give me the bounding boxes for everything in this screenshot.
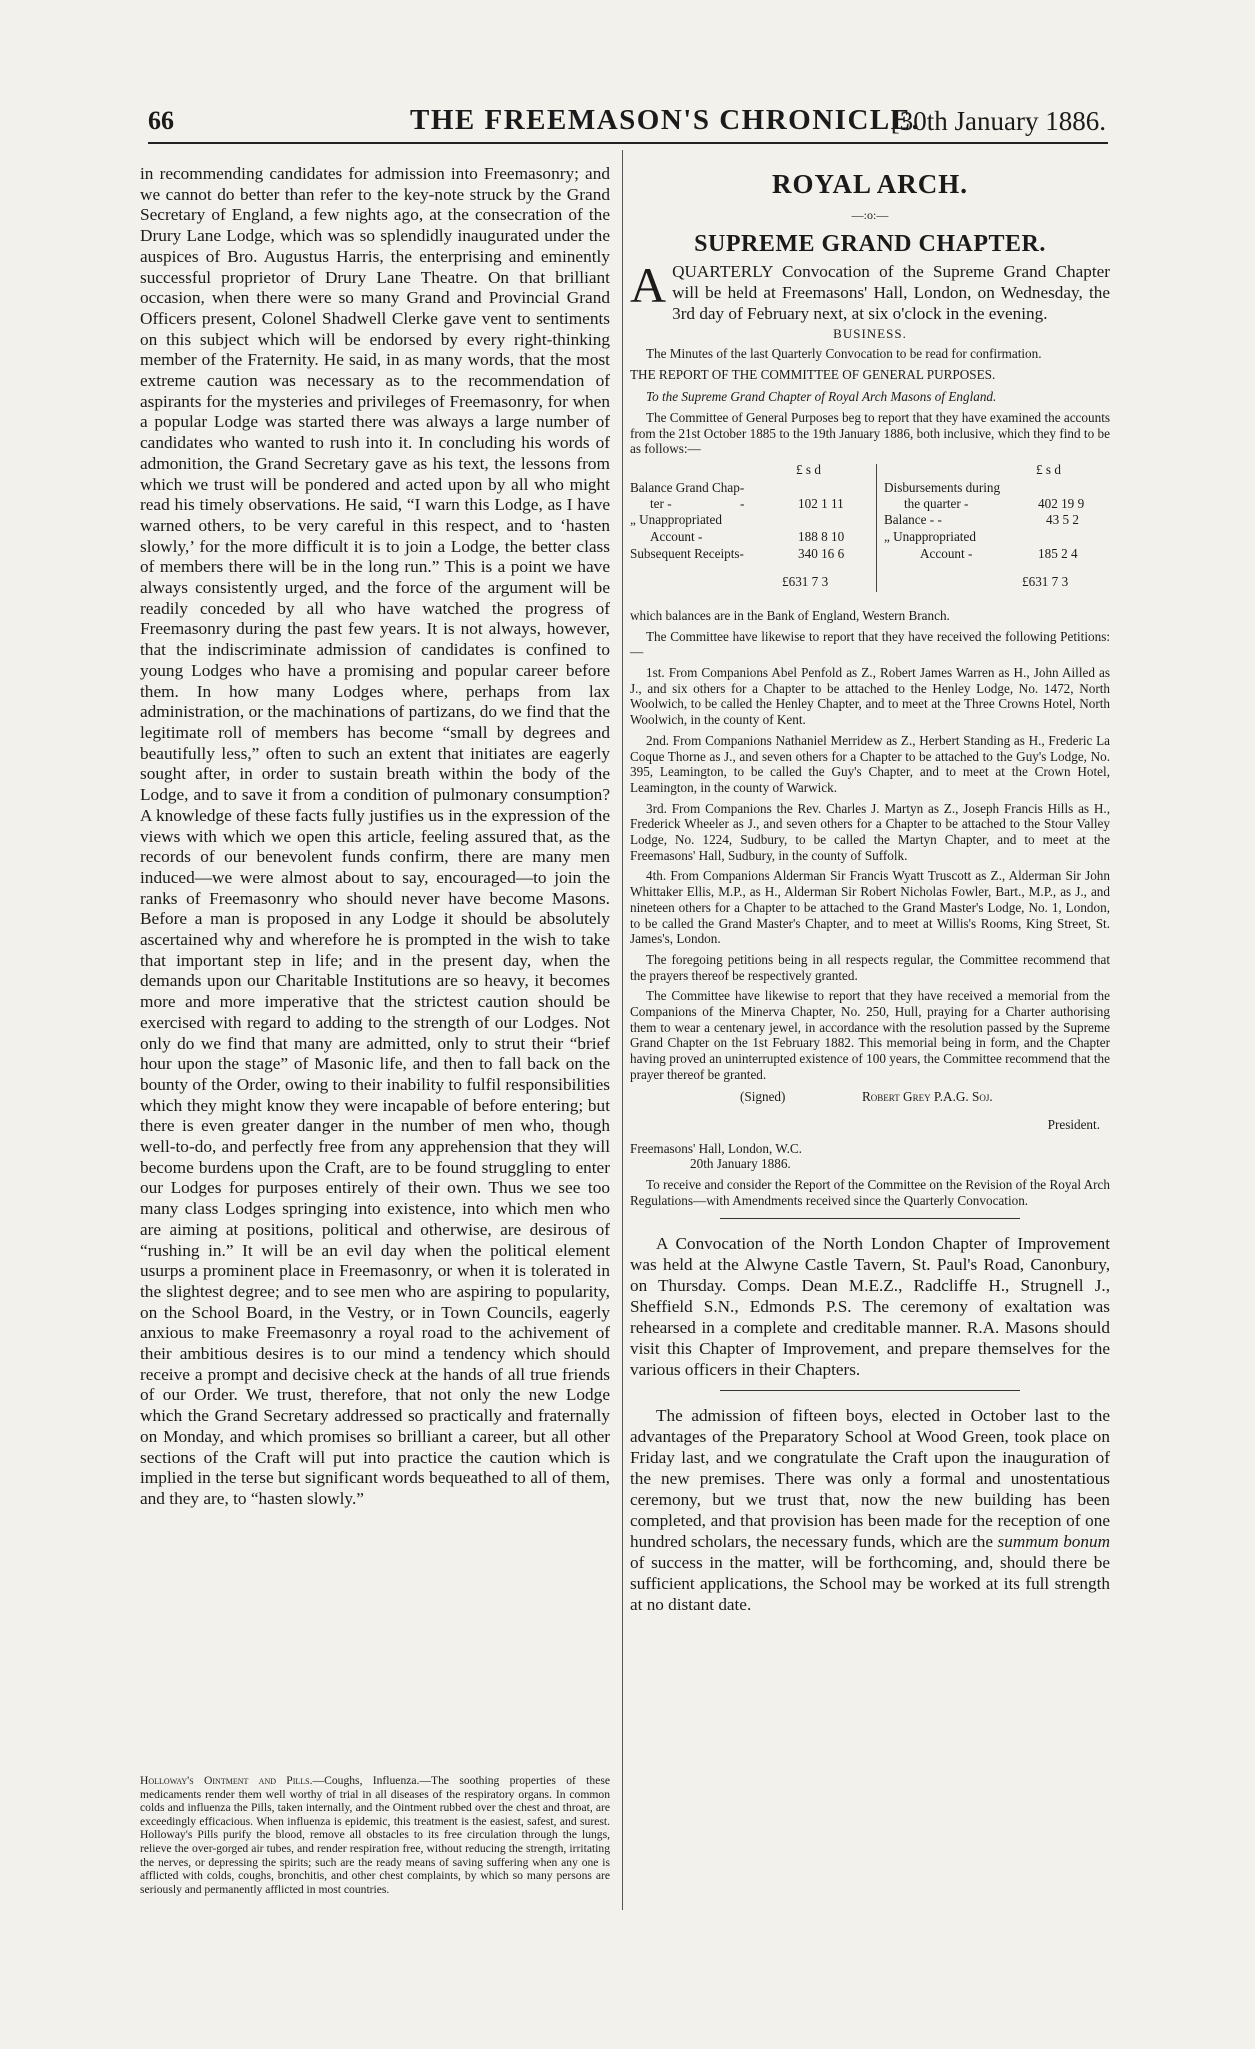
column-divider — [622, 150, 623, 1910]
petitions-intro: The Committee have likewise to report that they have received the following Petitions:— — [630, 628, 1110, 660]
president-line — [630, 1117, 1110, 1139]
school-text-2: of success in the matter, will be forthcoming, and, should there be sufficient applications, the School may be worked at its full strength at no distant date. — [630, 1553, 1110, 1615]
petition-1: 1st. From Companions Abel Penfold as Z., Robert James Warren as H., John Ailled as J., and six others for a Chapter to be attached to the Henley Lodge, No. 1472, North Woolwich, to be called the Henley Chapter, and to meet at the Three Crowns Hotel, North Woolwich, in the county of Kent. — [630, 665, 1110, 728]
preparatory-school-report — [630, 1405, 1110, 1615]
acct-right-line3: Balance - - — [884, 511, 942, 527]
section-ornament: —:o:— — [851, 208, 889, 222]
acct-right-amount1: 402 19 9 — [1038, 495, 1085, 511]
issue-date: [30th January 1886. — [890, 106, 1106, 136]
convocation-notice — [630, 257, 1110, 324]
holloway-advertisement — [140, 1774, 610, 1896]
regulations-item: To receive and consider the Report of the Committee on the Revision of the Royal Arch Regulations—with Amendments received since the Quarterly Convocation. — [630, 1177, 1110, 1208]
section-divider-2 — [720, 1390, 1020, 1391]
school-text-1: The admission of fifteen boys, elected in October last to the advantages of the Preparatory School at Wood Green, took place on Friday last, and we congratulate the Craft upon the inauguration of the new premises. There was only a formal and unostentatious ceremony, but we trust that, now the new building has been completed, and that provision has been made for the reception of one hundred scholars, the necessary funds, which are the — [630, 1406, 1110, 1552]
acct-right-line4: „ Unappropriated — [884, 528, 976, 544]
acct-right-total: £631 7 3 — [1022, 573, 1069, 589]
minerva-memorial: The Committee have likewise to report that they have received a memorial from the Companions of the Minerva Chapter, No. 250, Hull, praying for a Charter authorising them to wear a centenary jewel, in accordance with the resolution passed by the Supreme Grand Chapter on the 1st February 1882. This memorial being in form, and the Chapter having proved an uninterrupted existence of 100 years, the Committee recommend that the prayer thereof be granted. — [630, 988, 1110, 1082]
right-column — [630, 164, 1110, 1615]
page-header — [148, 102, 1108, 144]
section-divider-1 — [720, 1218, 1020, 1219]
masthead-title: THE FREEMASON'S CHRONICLE. — [410, 104, 921, 136]
acct-left-line2: ter - — [650, 495, 672, 511]
editorial-article: in recommending candidates for admission into Freemasonry; and we cannot do better than refer to the key-note struck by the Grand Secretary of England, a few nights ago, at the consecration of the Drury Lane Lodge, which was so splendidly inaugurated under the auspices of Bro. Augustus Harris, the enterprising and eminently successful proprietor of Drury Lane Theatre. On that brilliant occasion, when there were so many Grand and Provincial Grand Officers present, Colonel Shadwell Clerke gave vent to sentiments on this subject which will be endorsed by every right-thinking member of the Fraternity. He said, in as many words, that the most extreme caution was necessary as to the recommendation of aspirants for the mysteries and privileges of Freemasonry, for when a popular Lodge was started there was always a large number of candidates who wanted to rush into it. In concluding his words of admonition, the Grand Secretary gave as his text, the lessons from which we trust will be pondered and acted upon by all who might read his timely observations. He said, “I warn this Lodge, as I have warned others, to be very careful in this respect, and to ‘hasten slowly,’ for the more difficult it is to join a Lodge, the better class of members there will be in the long run.” This is a point we have always consistently urged, and the force of the argument will be readily conceded by all who have watched the progress of Freemasonry during the past few years. It is not always, however, that the indiscriminate admission of candidates is confined to young Lodges who have a promising and popular career before them. In how many Lodges where, perhaps from lax administration, or the machinations of partizans, do we find that the legitimate roll of members has become “small by degrees and beautifully less,” often to such an extent that initiates are eagerly sought after, in order to sustain breath within the body of the Lodge, and to save it from a condition of pulmonary consumption? A knowledge of these facts fully justifies us in the expression of the views with which we open this article, feeling assured that, as the records of our benevolent funds confirm, there are many men induced—we were almost about to say, encouraged—to join the ranks of Freemasonry who should never have become Masons. Before a man is proposed in any Lodge it should be absolutely ascertained why and wherefore he is prompted in the wish to take that important step in life; and in the present day, when the demands upon our Charitable Institutions are so heavy, it becomes more and more imperative that the strictest caution should be exercised with regard to adding to the strength of our Lodges. Not only do we find that many are admitted, only to strut their “brief hour upon the stage” of Masonic life, and then to fall back on the bounty of the Order, owing to their inability to fulfil responsibilities which they might know they were incapable of before entering; but there is even greater danger in the number of men who, though well-to-do, and perfectly free from any apprehension that they will become burdens upon the Craft, are to be found struggling to enter our Lodges for purposes entirely of their own. Thus we see too many class Lodges springing into existence, into which men who are aiming at positions, political and otherwise, are desirous of “rushing in.” It will be an evil day when the political element usurps a prominent place in Freemasonry, or when it is tolerated in the slightest degree; and to see men who are aspiring to popularity, on the School Board, in the Vestry, or in Town Councils, eagerly anxious to make Freemasonry a royal road to the achivement of their ambitious desires is to our mind a tendency which should receive a prompt and decisive check at the hands of all true friends of our Order. We trust, therefore, that not only the new Lodge which the Grand Secretary addressed so practically and fraternally on Monday, and which promises so brilliant a career, but all other sections of the Craft will put into practice the caution which is implied in the terse but significant words bequeathed to all of them, and they are, to “hasten slowly.” — [140, 164, 610, 1508]
north-london-chapter-report: A Convocation of the North London Chapter of Improvement was held at the Alwyne Castle Tavern, St. Paul's Road, Canonbury, on Thursday. Comps. Dean M.E.Z., Radcliffe H., Strugnell J., Sheffield S.N., Edmonds P.S. The ceremony of exaltation was rehearsed in a complete and creditable manner. R.A. Masons should visit this Chapter of Improvement, and prepare themselves for the various officers in their Chapters. — [630, 1234, 1110, 1380]
supreme-grand-chapter-heading: SUPREME GRAND CHAPTER. — [694, 231, 1046, 257]
report-address: To the Supreme Grand Chapter of Royal Arch Masons of England. — [646, 389, 997, 405]
acct-right-amount2: 43 5 2 — [1046, 511, 1079, 527]
acct-left-line1: Balance Grand Chap- — [630, 479, 745, 495]
advert-title: Holloway's Ointment and Pills. — [140, 1774, 313, 1787]
left-column — [140, 164, 610, 1896]
president-title: President. — [1047, 1116, 1100, 1132]
convocation-text: QUARTERLY Convocation of the Supreme Grand Chapter will be held at Freemasons' Hall, London, on Wednesday, the 3rd day of February next, at six o'clock in the evening. — [672, 262, 1110, 323]
petition-3: 3rd. From Companions the Rev. Charles J. Martyn as Z., Joseph Francis Hills as H., Frederick Wheeler as J., and seven others for a Chapter to be attached to the Stour Valley Lodge, No. 1224, Sudbury, to be called the Martyn Chapter, and to meet at the Freemasons' Hall, Sudbury, in the county of Suffolk. — [630, 800, 1110, 863]
accounts-table — [630, 462, 1110, 602]
acct-left-amount2: 188 8 10 — [798, 528, 845, 544]
page-number: 66 — [148, 106, 174, 135]
acct-left-line5: Subsequent Receipts- — [630, 545, 744, 561]
acct-left-dash: - — [740, 495, 745, 511]
advert-text: —Coughs, Influenza.—The soothing properties of these medicaments render them well worthy of trial in all diseases of the respiratory organs. In common colds and influenza the Pills, taken internally, and the Ointment rubbed over the chest and throat, are exceedingly efficacious. When influenza is epidemic, this treatment is the easiest, safest, and surest. Holloway's Pills purify the blood, remove all obstacles to its free circulation through the lungs, relieve the over-gorged air tubes, and render respiration free, without reducing the strength, irritating the nerves, or depressing the spirits; such are the ready means of saving suffering when any one is afflicted with colds, coughs, bronchitis, and other chest complaints, by which so many persons are seriously and permanently afflicted in most countries. — [140, 1774, 610, 1896]
acct-right-line1: Disbursements during — [884, 479, 1001, 495]
acct-left-line4: Account - — [650, 528, 703, 544]
acct-right-line2: the quarter - — [904, 495, 969, 511]
petition-2: 2nd. From Companions Nathaniel Merridew as Z., Herbert Standing as H., Frederic La Coque Thorne as J., and seven others for a Chapter to be attached to the Guy's Lodge, No. 395, Leamington, to be called the Guy's Chapter, and to meet at the Crown Hotel, Leamington, in the county of Warwick. — [630, 732, 1110, 795]
acct-right-line5: Account - — [920, 545, 973, 561]
hall-address: Freemasons' Hall, London, W.C. — [630, 1140, 802, 1156]
drop-cap: A — [630, 257, 667, 313]
minutes-item: The Minutes of the last Quarterly Convocation to be read for confirmation. — [646, 346, 1042, 362]
lsd-header-right: £ s d — [1036, 461, 1061, 477]
royal-arch-heading: ROYAL ARCH. — [771, 169, 969, 199]
accounts-divider — [876, 464, 877, 592]
bank-note: which balances are in the Bank of England, Western Branch. — [630, 607, 950, 623]
petitions-recommendation: The foregoing petitions being in all respects regular, the Committee recommend that the prayers thereof be respectively granted. — [630, 951, 1110, 983]
signed-label: (Signed) — [740, 1088, 786, 1104]
report-accounts-intro: The Committee of General Purposes beg to report that they have examined the accounts from the 21st October 1885 to the 19th January 1886, both inclusive, which they find to be as follows:— — [630, 409, 1110, 457]
lsd-header-left: £ s d — [796, 461, 821, 477]
signatory-name: Robert Grey P.A.G. Soj. — [862, 1088, 993, 1104]
petition-4: 4th. From Companions Alderman Sir Francis Wyatt Truscott as Z., Alderman Sir John Whittaker Ellis, M.P., as H., Alderman Sir Robert Nicholas Fowler, Bart., M.P., as J., and nineteen others for a Chapter to be attached to the Grand Master's Lodge, No. 1, London, to be called the Grand Master's Chapter, and to meet at Willis's Rooms, King Street, St. James's, London. — [630, 868, 1110, 947]
signature-line — [630, 1089, 1110, 1111]
acct-left-amount3: 340 16 6 — [798, 545, 845, 561]
report-heading: THE REPORT OF THE COMMITTEE OF GENERAL PURPOSES. — [630, 367, 996, 383]
acct-left-line3: „ Unappropriated — [630, 511, 722, 527]
acct-left-amount1: 102 1 11 — [798, 495, 844, 511]
hall-date: 20th January 1886. — [690, 1156, 791, 1172]
acct-right-amount3: 185 2 4 — [1038, 545, 1078, 561]
acct-left-total: £631 7 3 — [782, 573, 829, 589]
summum-bonum-phrase: summum bonum — [997, 1532, 1110, 1552]
business-heading: BUSINESS. — [833, 326, 907, 342]
